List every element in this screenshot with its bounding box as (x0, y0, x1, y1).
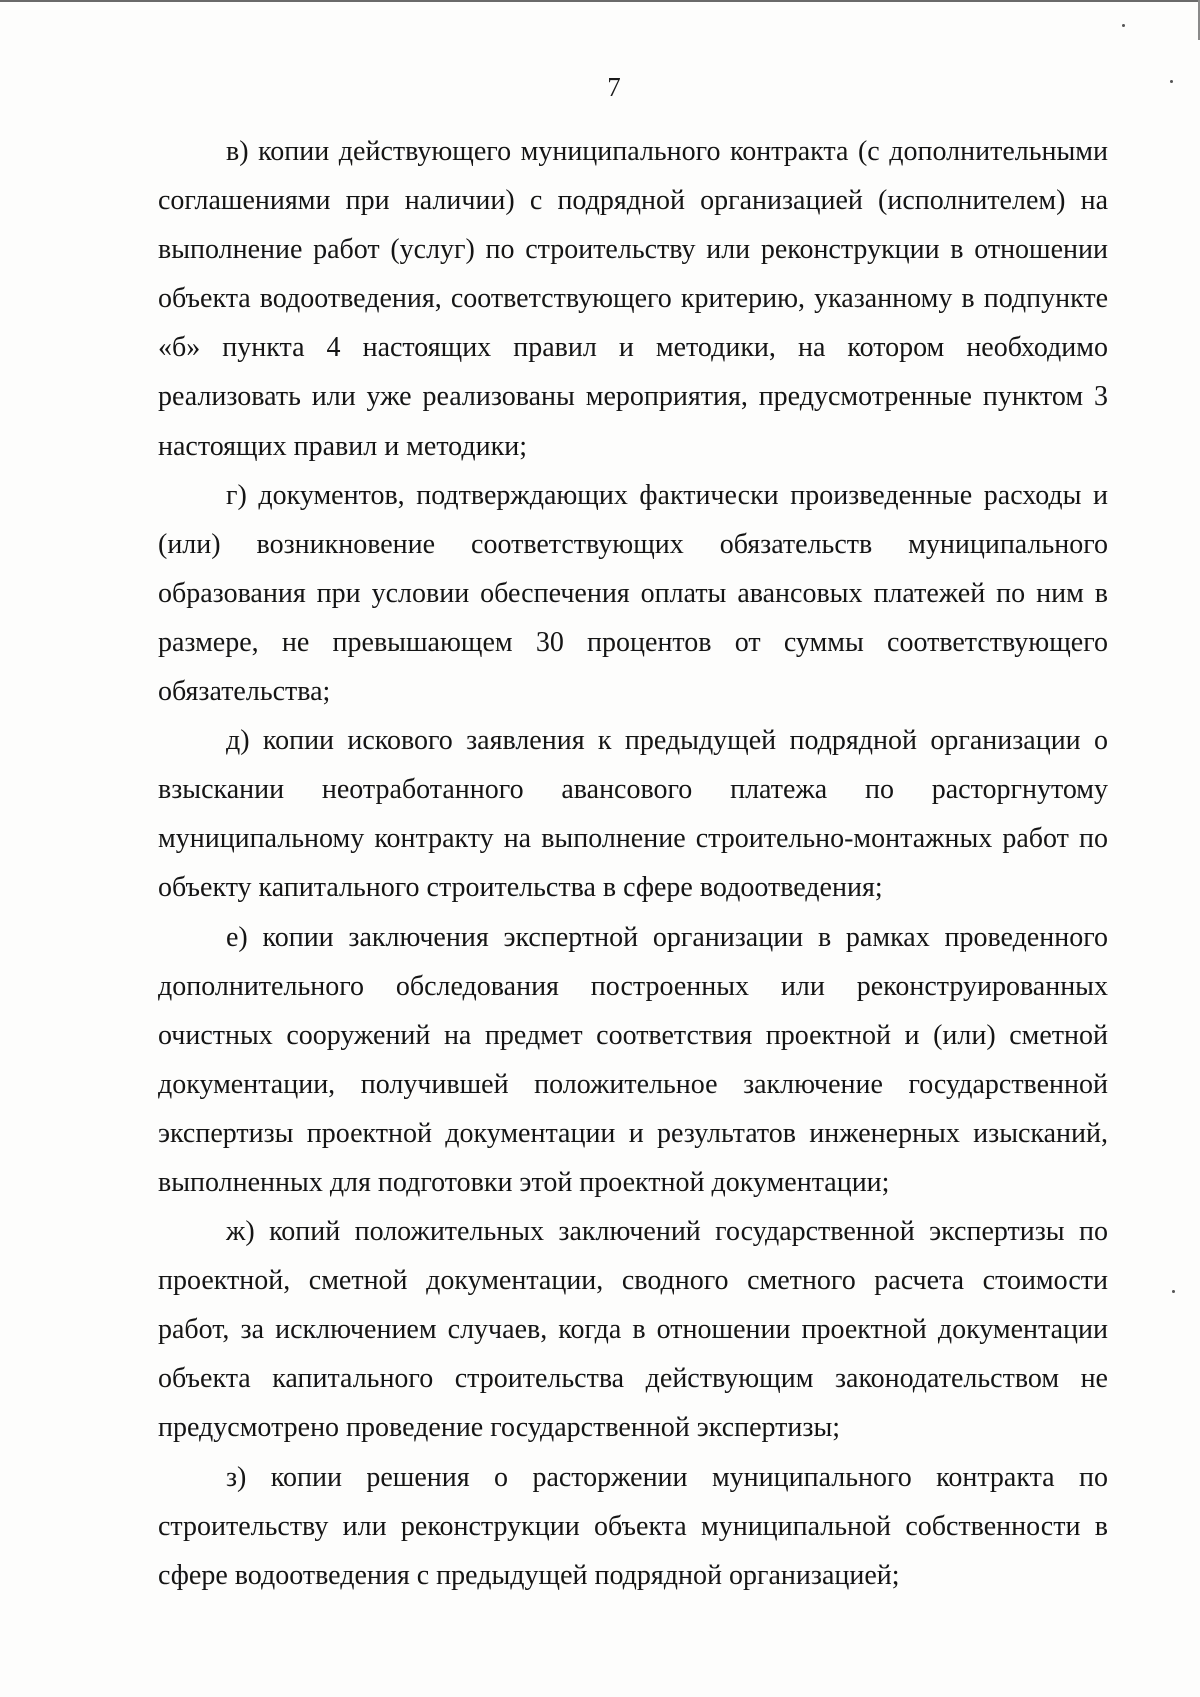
paragraph-v: в) копии действующего муниципального контракта (с дополнительными соглашениями при наличии) с подрядной организацией (исполнителем) на выполнение работ (услуг) по строительству или реконструкции в отношении объекта водоотведения, соответствующего критерию, указанному в подпункте «б» пункта 4 настоящих правил и методики, на котором необходимо реализовать или уже реализованы мероприятия, предусмотренные пунктом 3 настоящих правил и методики; (158, 136, 1108, 462)
paragraph-z: з) копии решения о расторжении муниципального контракта по строительству или реконструкции объекта муниципальной собственности в сфере водоотведения с предыдущей подрядной организацией; (158, 1461, 1108, 1591)
paragraph-e: е) копии заключения экспертной организации в рамках проведенного дополнительного обследования построенных или реконструированных очистных сооружений на предмет соответствия проектной и (или) сметной документации, получившей положительное заключение государственной экспертизы проектной документации и результатов инженерных изысканий, выполненных для подготовки этой проектной документации; (158, 921, 1108, 1198)
paragraph-zh: ж) копий положительных заключений государственной экспертизы по проектной, сметной документации, сводного сметного расчета стоимости работ, за исключением случаев, когда в отношении проектной документации объекта капитального строительства действующим законодательством не предусмотрено проведение государственной экспертизы; (158, 1216, 1108, 1444)
page-number: 7 (607, 72, 621, 102)
paragraph-g: г) документов, подтверждающих фактически произведенные расходы и (или) возникновение соответствующих обязательств муниципального образования при условии обеспечения оплаты авансовых платежей по ним в размере, не превышающем 30 процентов от суммы соответствующего обязательства; (158, 479, 1108, 708)
scan-speck (1122, 24, 1125, 27)
scan-speck (1172, 1290, 1175, 1293)
scan-speck (1170, 80, 1173, 83)
document-body (158, 127, 1108, 1600)
paragraph-d: д) копии искового заявления к предыдущей подрядной организации о взыскании неотработанного авансового платежа по расторгнутому муниципальному контракту на выполнение строительно-монтажных работ по объекту капитального строительства в сфере водоотведения; (158, 725, 1108, 904)
